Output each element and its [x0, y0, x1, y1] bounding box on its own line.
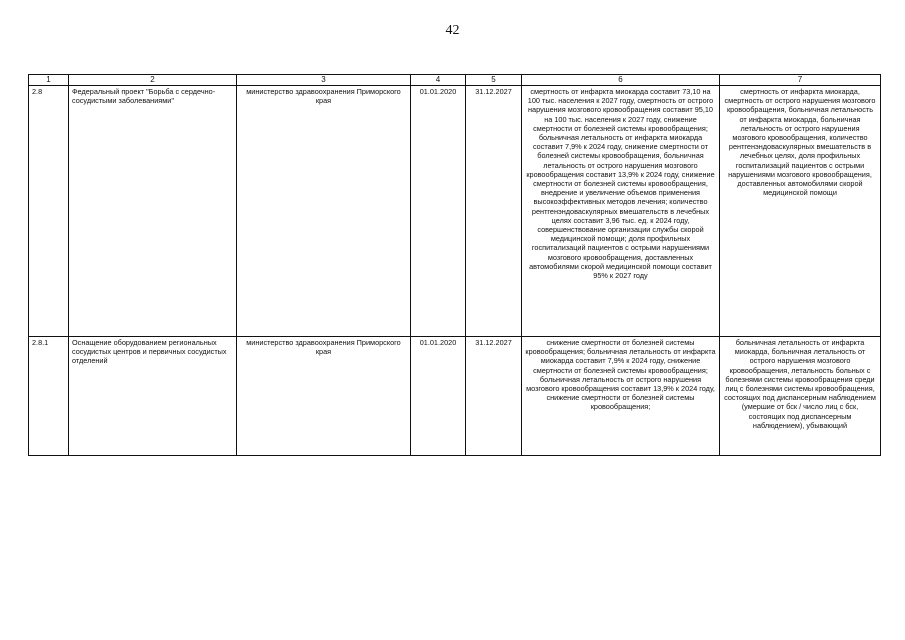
start-date: 01.01.2020 — [411, 337, 466, 456]
table-header-row — [29, 75, 881, 86]
row-number: 2.8 — [29, 86, 69, 337]
end-date: 31.12.2027 — [466, 337, 522, 456]
executor: министерство здравоохранения Приморского края — [237, 86, 411, 337]
column-header: 5 — [466, 75, 522, 86]
column-header: 6 — [522, 75, 720, 86]
target-indicators: смертность от инфаркта миокарда, смертность от острого нарушения мозгового кровообращения, больничная летальность от инфаркта миокарда, больничная летальность от острого нарушения мозгового кровообращения, количество рентгенэндоваскулярных вмешательств в лечебных целях, доля профильных госпитализаций пациентов с острыми нарушениями мозгового кровообращения, доставленных автомобилями скорой медицинской помощи — [720, 86, 881, 337]
column-header: 7 — [720, 75, 881, 86]
column-header: 2 — [69, 75, 237, 86]
project-name: Оснащение оборудованием региональных сосудистых центров и первичных сосудистых отделений — [69, 337, 237, 456]
executor: министерство здравоохранения Приморского края — [237, 337, 411, 456]
project-name: Федеральный проект "Борьба с сердечно-сосудистыми заболеваниями" — [69, 86, 237, 337]
expected-result: снижение смертности от болезней системы кровообращения; больничная летальность от инфаркта миокарда составит 7,9% к 2024 году, снижение смертности от болезней системы кровообращения; больничная летальность от острого нарушения мозгового кровообращения составит 13,9% к 2024 году, снижение смертности от болезней системы кровообращения; — [522, 337, 720, 456]
column-header: 4 — [411, 75, 466, 86]
start-date: 01.01.2020 — [411, 86, 466, 337]
column-header: 1 — [29, 75, 69, 86]
end-date: 31.12.2027 — [466, 86, 522, 337]
program-table — [28, 74, 881, 456]
column-header: 3 — [237, 75, 411, 86]
page-number: 42 — [445, 23, 460, 38]
row-number: 2.8.1 — [29, 337, 69, 456]
target-indicators: больничная летальность от инфаркта миокарда, больничная летальность от острого нарушения мозгового кровообращения, летальность больных с болезнями системы кровообращения среди лиц с болезнями системы кровообращения, состоящих под диспансерным наблюдением (умершие от бск / число лиц с бск, состоящих под диспансерным наблюдением), убывающий — [720, 337, 881, 456]
expected-result: смертность от инфаркта миокарда составит 73,10 на 100 тыс. населения к 2027 году, смертность от острого нарушения мозгового кровообращения составит 95,10 на 100 тыс. населения к 2027 году, снижение смертности от болезней системы кровообращения; больничная летальность от инфаркта миокарда составит 7,9% к 2024 году, снижение смертности от болезней системы кровообращения, больничная летальность от острого нарушения мозгового кровообращения составит 13,9% к 2024 году, снижение смертности от болезней системы кровообращения, внедрение и увеличение объемов применения высокоэффективных методов лечения; количество рентгенэндоваскулярных вмешательств в лечебных целях составит 3,96 тыс. ед. к 2024 году, совершенствование организации службы скорой медицинской помощи; доля профильных госпитализаций пациентов с острыми нарушениями мозгового кровообращения, доставленных автомобилями скорой медицинской помощи составит 95% к 2027 году — [522, 86, 720, 337]
table-row — [29, 86, 881, 337]
table-row — [29, 337, 881, 456]
